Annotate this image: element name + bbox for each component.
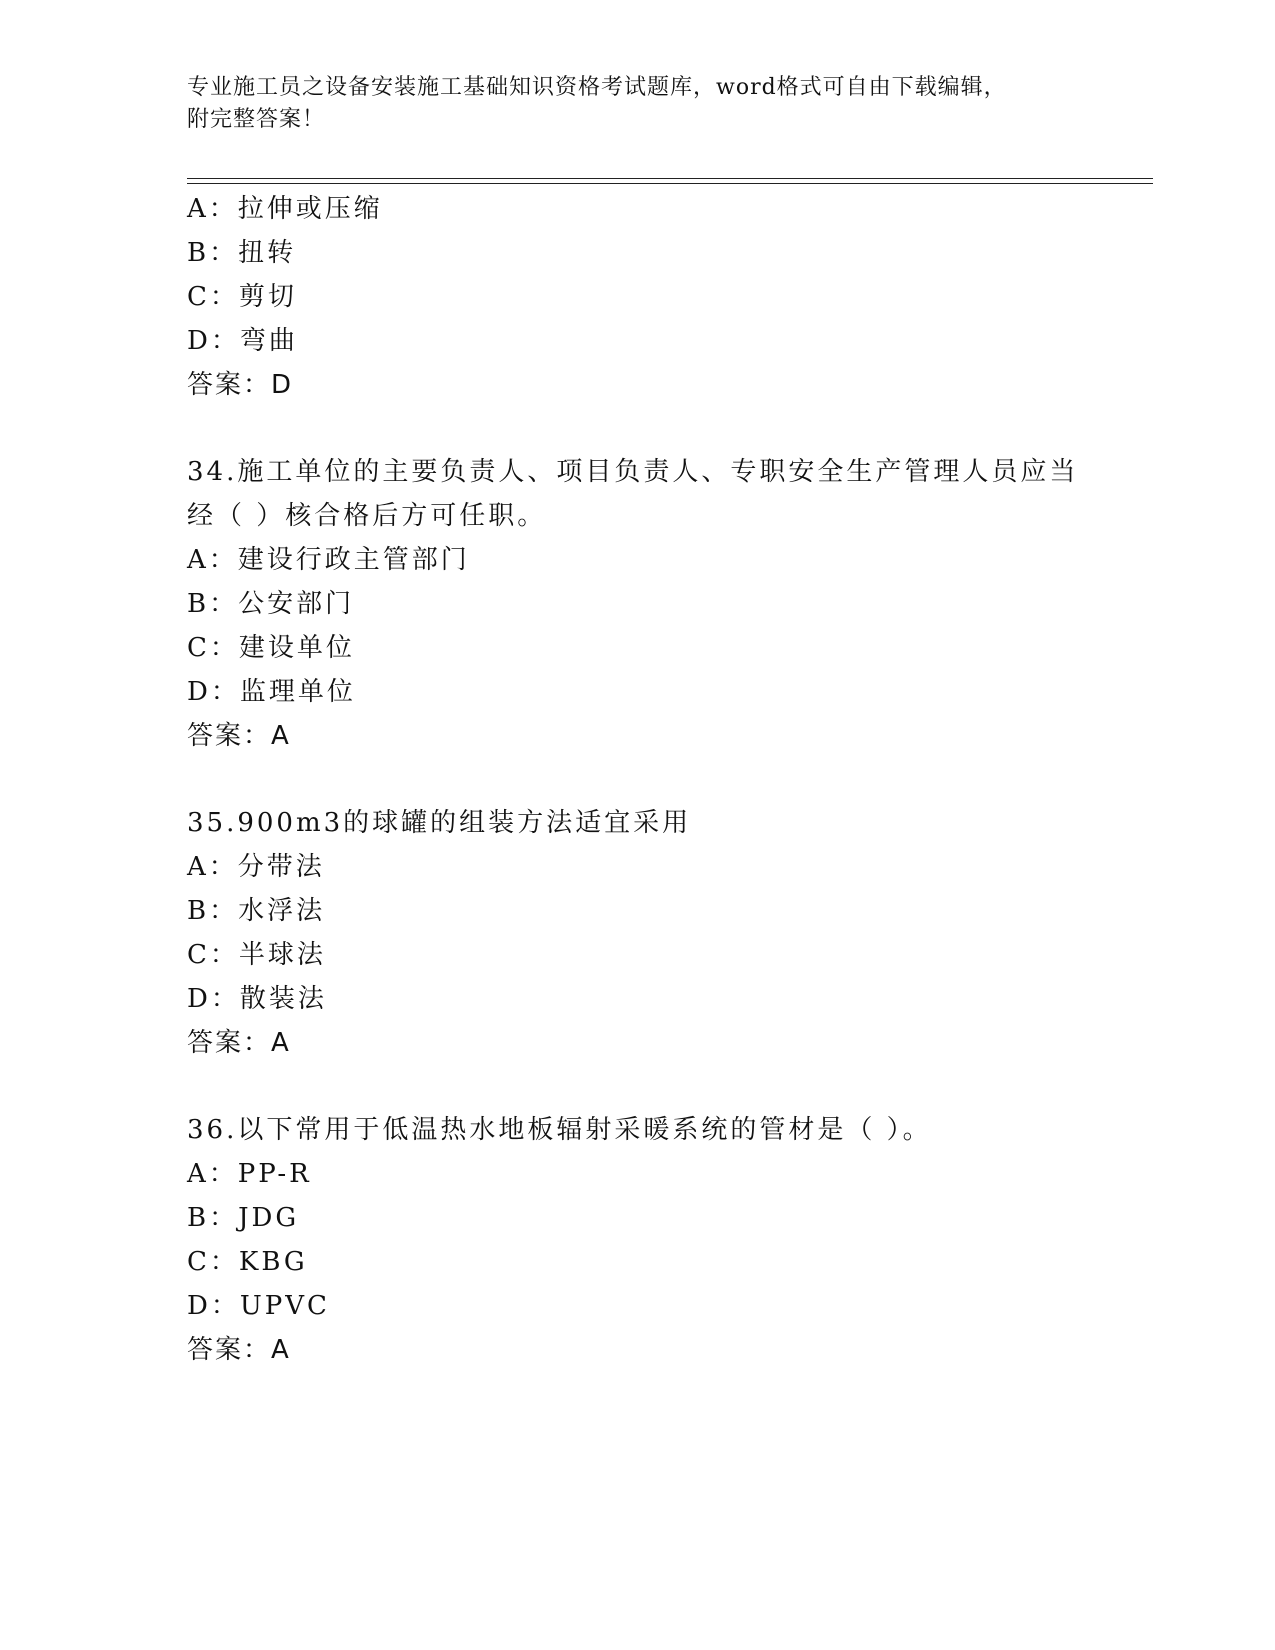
q34-answer: 答案：A	[187, 721, 291, 751]
q36-answer: 答案：A	[187, 1335, 291, 1365]
document-header	[187, 72, 1087, 136]
q35-option-d: D：散装法	[187, 984, 327, 1014]
q36-option-c: C：KBG	[187, 1247, 308, 1277]
q36-stem: 36.以下常用于低温热水地板辐射采暖系统的管材是（ ）。	[187, 1115, 932, 1145]
q36-option-d: D：UPVC	[187, 1291, 330, 1321]
header-line-2: 附完整答案！	[187, 107, 326, 132]
q34-option-d: D：监理单位	[187, 677, 356, 707]
q34-option-c: C：建设单位	[187, 633, 355, 663]
q36-option-b: B：JDG	[187, 1203, 300, 1233]
q35-option-a: A：分带法	[187, 852, 325, 882]
q34-option-a: A：建设行政主管部门	[187, 545, 470, 575]
q34-stem-line-2: 经（ ）核合格后方可任职。	[187, 501, 547, 531]
header-line-1: 专业施工员之设备安装施工基础知识资格考试题库，word格式可自由下载编辑，	[187, 75, 1007, 100]
q35-option-c: C：半球法	[187, 940, 326, 970]
q34-option-b: B：公安部门	[187, 589, 355, 619]
q33-option-d: D：弯曲	[187, 326, 298, 356]
q36-option-a: A：PP-R	[187, 1159, 312, 1189]
q35-answer: 答案：A	[187, 1028, 291, 1058]
q33-option-a: A：拉伸或压缩	[187, 194, 383, 224]
header-divider-top	[187, 178, 1153, 179]
header-divider-bottom	[187, 183, 1153, 184]
q33-option-c: C：剪切	[187, 282, 297, 312]
q35-option-b: B：水浮法	[187, 896, 326, 926]
q35-stem: 35.900m3的球罐的组装方法适宜采用	[187, 808, 692, 838]
q34-stem-line-1: 34.施工单位的主要负责人、项目负责人、专职安全生产管理人员应当	[187, 457, 1079, 487]
q33-answer: 答案：D	[187, 370, 294, 400]
q33-option-b: B：扭转	[187, 238, 297, 268]
